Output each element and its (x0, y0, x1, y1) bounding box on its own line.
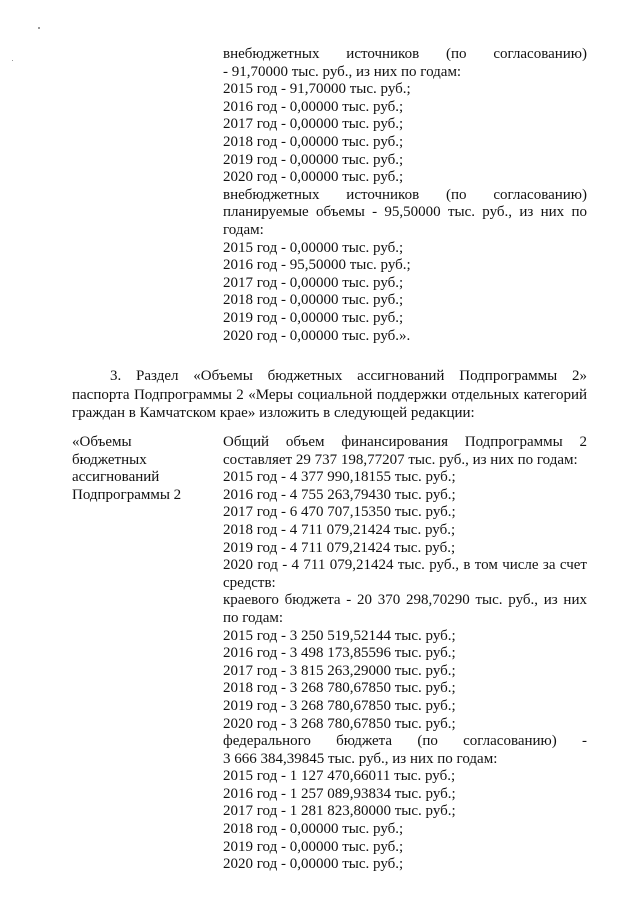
text-line: 2017 год - 0,00000 тыс. руб.; (223, 274, 404, 291)
text-line: 2017 год - 1 281 823,80000 тыс. руб.; (223, 803, 456, 820)
label-line: бюджетных (72, 451, 147, 468)
text-line: составляет 29 737 198,77207 тыс. руб., из них по годам: (223, 451, 578, 468)
text-line: 2015 год - 91,70000 тыс. руб.; (223, 81, 411, 98)
table-row-label (72, 434, 212, 504)
text-line: Общий объем финансирования Подпрограммы 2 (223, 434, 587, 450)
text-line: планируемые объемы - 95,50000 тыс. руб., из них по (223, 204, 587, 221)
text-line: 2016 год - 3 498 173,85596 тыс. руб.; (223, 645, 456, 662)
text-line: 2020 год - 4 711 079,21424 тыс. руб., в том числе за счет (223, 557, 587, 574)
text-line: 2016 год - 0,00000 тыс. руб.; (223, 98, 404, 115)
text-line: 2019 год - 3 268 780,67850 тыс. руб.; (223, 697, 456, 714)
table-row-content (223, 434, 587, 874)
text-line: 2015 год - 3 250 519,52144 тыс. руб.; (223, 627, 456, 644)
text-line: 2017 год - 6 470 707,15350 тыс. руб.; (223, 504, 456, 521)
paragraph-line: паспорта Подпрограммы 2 «Меры социальной поддержки отдельных категорий (72, 386, 587, 403)
text-line: 2020 год - 0,00000 тыс. руб.». (223, 327, 411, 344)
text-line: 2020 год - 3 268 780,67850 тыс. руб.; (223, 715, 456, 732)
label-line: Подпрограммы 2 (72, 486, 182, 503)
text-line: 2018 год - 0,00000 тыс. руб.; (223, 292, 404, 309)
text-line: 2018 год - 3 268 780,67850 тыс. руб.; (223, 680, 456, 697)
text-line: - 91,70000 тыс. руб., из них по годам: (223, 63, 462, 80)
text-line: внебюджетных источников (по согласованию) (223, 46, 587, 62)
paragraph-line: граждан в Камчатском крае» изложить в следующей редакции: (72, 405, 475, 421)
text-line: 2019 год - 4 711 079,21424 тыс. руб.; (223, 539, 456, 556)
text-line: 2020 год - 0,00000 тыс. руб.; (223, 856, 404, 873)
text-line: 2016 год - 4 755 263,79430 тыс. руб.; (223, 486, 456, 503)
text-line: годам: (223, 221, 264, 238)
text-line: 2016 год - 95,50000 тыс. руб.; (223, 257, 411, 274)
text-line: средств: (223, 574, 276, 591)
text-line: 2019 год - 0,00000 тыс. руб.; (223, 838, 404, 855)
text-line: краевого бюджета - 20 370 298,70290 тыс. руб., из них (223, 592, 587, 609)
text-line: 2017 год - 0,00000 тыс. руб.; (223, 116, 404, 133)
text-line: 2018 год - 0,00000 тыс. руб.; (223, 821, 404, 838)
text-line: 2015 год - 1 127 470,66011 тыс. руб.; (223, 768, 456, 785)
text-line: по годам: (223, 609, 284, 626)
label-line: «Объемы (72, 434, 132, 450)
text-line: 2015 год - 0,00000 тыс. руб.; (223, 239, 404, 256)
funding-continuation-block (223, 46, 587, 345)
text-line: 3 666 384,39845 тыс. руб., из них по годам: (223, 750, 498, 767)
text-line: 2016 год - 1 257 089,93834 тыс. руб.; (223, 785, 456, 802)
text-line: 2019 год - 0,00000 тыс. руб.; (223, 309, 404, 326)
paragraph-line: 3. Раздел «Объемы бюджетных ассигнований Подпрограммы 2» (110, 368, 587, 384)
text-line: 2018 год - 0,00000 тыс. руб.; (223, 133, 404, 150)
text-line: внебюджетных источников (по согласованию) (223, 186, 587, 203)
section-3-paragraph (72, 367, 587, 423)
scan-speck (12, 60, 13, 61)
scan-speck (38, 27, 40, 29)
text-line: 2020 год - 0,00000 тыс. руб.; (223, 169, 404, 186)
label-line: ассигнований (72, 469, 160, 486)
text-line: 2018 год - 4 711 079,21424 тыс. руб.; (223, 521, 456, 538)
text-line: федерального бюджета (по согласованию) - (223, 733, 587, 750)
text-line: 2015 год - 4 377 990,18155 тыс. руб.; (223, 469, 456, 486)
text-line: 2017 год - 3 815 263,29000 тыс. руб.; (223, 662, 456, 679)
text-line: 2019 год - 0,00000 тыс. руб.; (223, 151, 404, 168)
